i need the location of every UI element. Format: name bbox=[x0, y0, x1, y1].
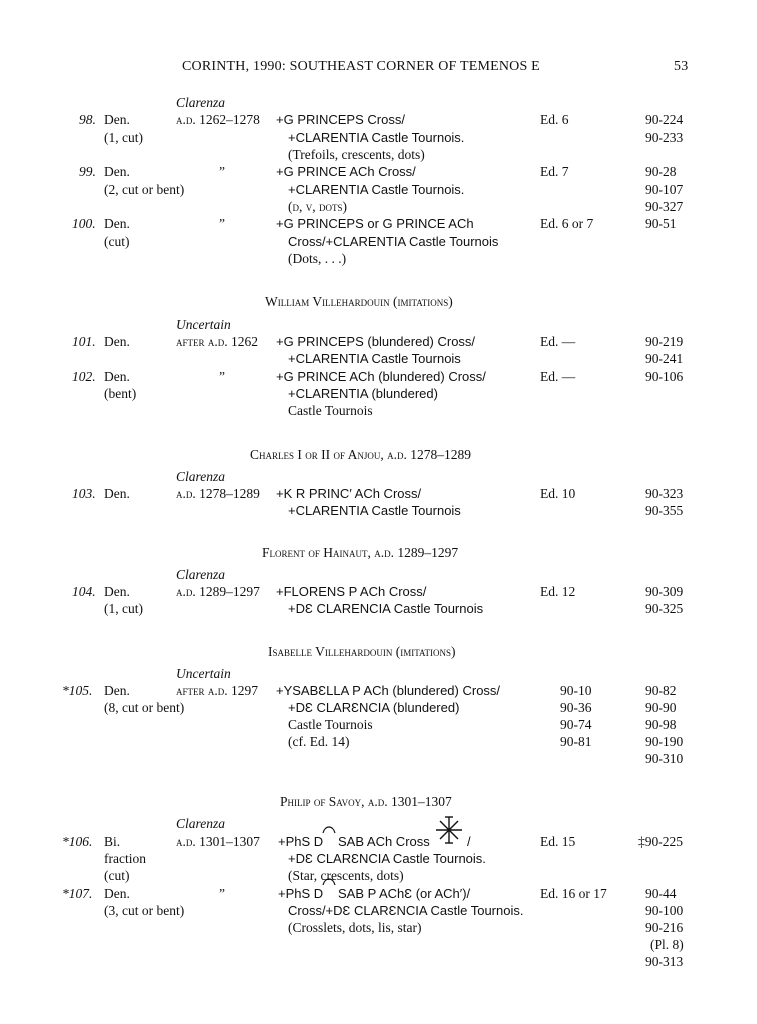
legend-note: (d, v, dots) bbox=[288, 199, 347, 214]
abbreviation-mark-icon bbox=[322, 824, 336, 834]
legend-note: (Crosslets, dots, lis, star) bbox=[288, 920, 422, 935]
section-heading: Florent of Hainaut, a.d. 1289–1297 bbox=[262, 545, 459, 560]
inventory-number: 90-313 bbox=[645, 954, 684, 969]
legend-line: +PhS D bbox=[278, 834, 324, 849]
legend-note: (Dots, . . .) bbox=[288, 251, 347, 266]
legend-line: Cross/+CLARENTIA Castle Tournois bbox=[288, 234, 499, 249]
denomination: Den. bbox=[104, 164, 130, 179]
legend-line: SAB P AChƐ (or ACh′)/ bbox=[338, 886, 471, 901]
section-heading: Charles I or II of Anjou, a.d. 1278–1289 bbox=[250, 447, 472, 462]
ditto-mark: ” bbox=[219, 216, 225, 231]
legend-line: +CLARENTIA (blundered) bbox=[288, 386, 438, 401]
legend-line: Castle Tournois bbox=[288, 403, 373, 418]
reference: Ed. 6 or 7 bbox=[540, 216, 594, 231]
legend-line: +FLORENS P ACh Cross/ bbox=[276, 584, 427, 599]
catalog-number: *106. bbox=[62, 834, 93, 849]
inventory-number: 90-82 bbox=[645, 683, 677, 698]
legend-note: (Star, crescents, dots) bbox=[288, 868, 404, 883]
section-heading: Philip of Savoy, a.d. 1301–1307 bbox=[280, 794, 452, 809]
page-number: 53 bbox=[674, 59, 689, 74]
denomination: Den. bbox=[104, 584, 130, 599]
mint-label: Clarenza bbox=[176, 469, 226, 484]
legend-line: +G PRINCE ACh Cross/ bbox=[276, 164, 416, 179]
reference: Ed. — bbox=[540, 369, 576, 384]
denomination: Den. bbox=[104, 112, 130, 127]
legend-note: (cf. Ed. 14) bbox=[288, 734, 350, 749]
inventory-number: 90-44 bbox=[645, 886, 677, 901]
catalog-number: 103. bbox=[72, 486, 96, 501]
denomination-note: (cut) bbox=[104, 234, 130, 249]
mint-label: Uncertain bbox=[176, 317, 231, 332]
inventory-number: 90-325 bbox=[645, 601, 684, 616]
mint-label: Clarenza bbox=[176, 95, 226, 110]
date-range: a.d. 1301–1307 bbox=[176, 834, 260, 849]
reference: Ed. 7 bbox=[540, 164, 569, 179]
inventory-number: 90-310 bbox=[645, 751, 684, 766]
inventory-number: 90-233 bbox=[645, 130, 684, 145]
cross-symbol-icon bbox=[433, 814, 465, 846]
mint-label: Clarenza bbox=[176, 567, 226, 582]
ditto-mark: ” bbox=[219, 164, 225, 179]
section-heading: Isabelle Villehardouin (imitations) bbox=[268, 644, 456, 659]
mint-label: Clarenza bbox=[176, 816, 226, 831]
denomination-note: (1, cut) bbox=[104, 130, 143, 145]
inventory-number: 90-10 bbox=[560, 683, 592, 698]
inventory-number: 90-28 bbox=[645, 164, 677, 179]
inventory-number: 90-81 bbox=[560, 734, 592, 749]
legend-line: +CLARENTIA Castle Tournois. bbox=[288, 182, 465, 197]
legend-line: SAB ACh Cross bbox=[338, 834, 430, 849]
denomination: Den. bbox=[104, 216, 130, 231]
denomination-note: (bent) bbox=[104, 386, 137, 401]
date-range: a.d. 1278–1289 bbox=[176, 486, 260, 501]
denomination-note: fraction bbox=[104, 851, 146, 866]
legend-line: +DƐ CLARENCIA Castle Tournois bbox=[288, 601, 484, 616]
ditto-mark: ” bbox=[219, 886, 225, 901]
reference: Ed. 16 or 17 bbox=[540, 886, 607, 901]
inventory-number: 90-51 bbox=[645, 216, 677, 231]
running-title: CORINTH, 1990: SOUTHEAST CORNER OF TEMENOS E bbox=[182, 59, 540, 74]
reference: Ed. 12 bbox=[540, 584, 576, 599]
legend-line: +G PRINCE ACh (blundered) Cross/ bbox=[276, 369, 486, 384]
inventory-number: 90-90 bbox=[645, 700, 677, 715]
legend-line: +CLARENTIA Castle Tournois bbox=[288, 503, 461, 518]
catalog-number: 102. bbox=[72, 369, 96, 384]
inventory-number: ‡90-225 bbox=[638, 834, 683, 849]
legend-line: +PhS D bbox=[278, 886, 324, 901]
denomination: Den. bbox=[104, 334, 130, 349]
inventory-number: 90-327 bbox=[645, 199, 684, 214]
legend-line: +G PRINCEPS Cross/ bbox=[276, 112, 405, 127]
denomination: Bi. bbox=[104, 834, 121, 849]
mint-label: Uncertain bbox=[176, 666, 231, 681]
legend-line: +K R PRINC′ ACh Cross/ bbox=[276, 486, 422, 501]
legend-line: / bbox=[467, 834, 471, 849]
inventory-number: 90-36 bbox=[560, 700, 592, 715]
inventory-number: 90-190 bbox=[645, 734, 684, 749]
section-heading: William Villehardouin (imitations) bbox=[265, 294, 453, 309]
catalog-number: 99. bbox=[79, 164, 96, 179]
inventory-number: 90-106 bbox=[645, 369, 684, 384]
date-range: after a.d. 1262 bbox=[176, 334, 259, 349]
denomination-note: (1, cut) bbox=[104, 601, 143, 616]
ditto-mark: ” bbox=[219, 369, 225, 384]
denomination: Den. bbox=[104, 886, 130, 901]
reference: Ed. 6 bbox=[540, 112, 569, 127]
legend-note: (Trefoils, crescents, dots) bbox=[288, 147, 425, 162]
denomination-note: (8, cut or bent) bbox=[104, 700, 185, 715]
inventory-number: 90-241 bbox=[645, 351, 684, 366]
reference: Ed. 15 bbox=[540, 834, 576, 849]
date-range: after a.d. 1297 bbox=[176, 683, 259, 698]
inventory-number: 90-219 bbox=[645, 334, 684, 349]
denomination: Den. bbox=[104, 369, 130, 384]
legend-line: +DƐ CLARƐNCIA (blundered) bbox=[288, 700, 460, 715]
inventory-number: 90-107 bbox=[645, 182, 684, 197]
denomination: Den. bbox=[104, 683, 130, 698]
legend-line: +YSABƐLLA P ACh (blundered) Cross/ bbox=[276, 683, 501, 698]
inventory-number: 90-100 bbox=[645, 903, 684, 918]
abbreviation-mark-icon bbox=[322, 876, 336, 886]
legend-line: +G PRINCEPS or G PRINCE ACh bbox=[276, 216, 474, 231]
denomination-note: (2, cut or bent) bbox=[104, 182, 185, 197]
catalog-number: 104. bbox=[72, 584, 96, 599]
inventory-number: 90-224 bbox=[645, 112, 684, 127]
inventory-number: 90-355 bbox=[645, 503, 684, 518]
denomination: Den. bbox=[104, 486, 130, 501]
reference: Ed. 10 bbox=[540, 486, 576, 501]
denomination-note: (cut) bbox=[104, 868, 130, 883]
legend-line: Castle Tournois bbox=[288, 717, 373, 732]
reference: Ed. — bbox=[540, 334, 576, 349]
date-range: a.d. 1289–1297 bbox=[176, 584, 260, 599]
date-range: a.d. 1262–1278 bbox=[176, 112, 260, 127]
inventory-number: 90-323 bbox=[645, 486, 684, 501]
legend-line: Cross/+DƐ CLARƐNCIA Castle Tournois. bbox=[288, 903, 524, 918]
legend-line: +DƐ CLARƐNCIA Castle Tournois. bbox=[288, 851, 486, 866]
inventory-number: 90-309 bbox=[645, 584, 684, 599]
inventory-number: 90-98 bbox=[645, 717, 677, 732]
inventory-number: 90-74 bbox=[560, 717, 592, 732]
legend-line: +G PRINCEPS (blundered) Cross/ bbox=[276, 334, 476, 349]
catalog-number: 98. bbox=[79, 112, 96, 127]
catalog-number: *107. bbox=[62, 886, 93, 901]
legend-line: +CLARENTIA Castle Tournois. bbox=[288, 130, 465, 145]
catalog-number: 101. bbox=[72, 334, 96, 349]
denomination-note: (3, cut or bent) bbox=[104, 903, 185, 918]
catalog-number: *105. bbox=[62, 683, 93, 698]
inventory-number: 90-216 bbox=[645, 920, 684, 935]
catalog-number: 100. bbox=[72, 216, 96, 231]
legend-line: +CLARENTIA Castle Tournois bbox=[288, 351, 461, 366]
plate-reference: (Pl. 8) bbox=[650, 937, 684, 952]
